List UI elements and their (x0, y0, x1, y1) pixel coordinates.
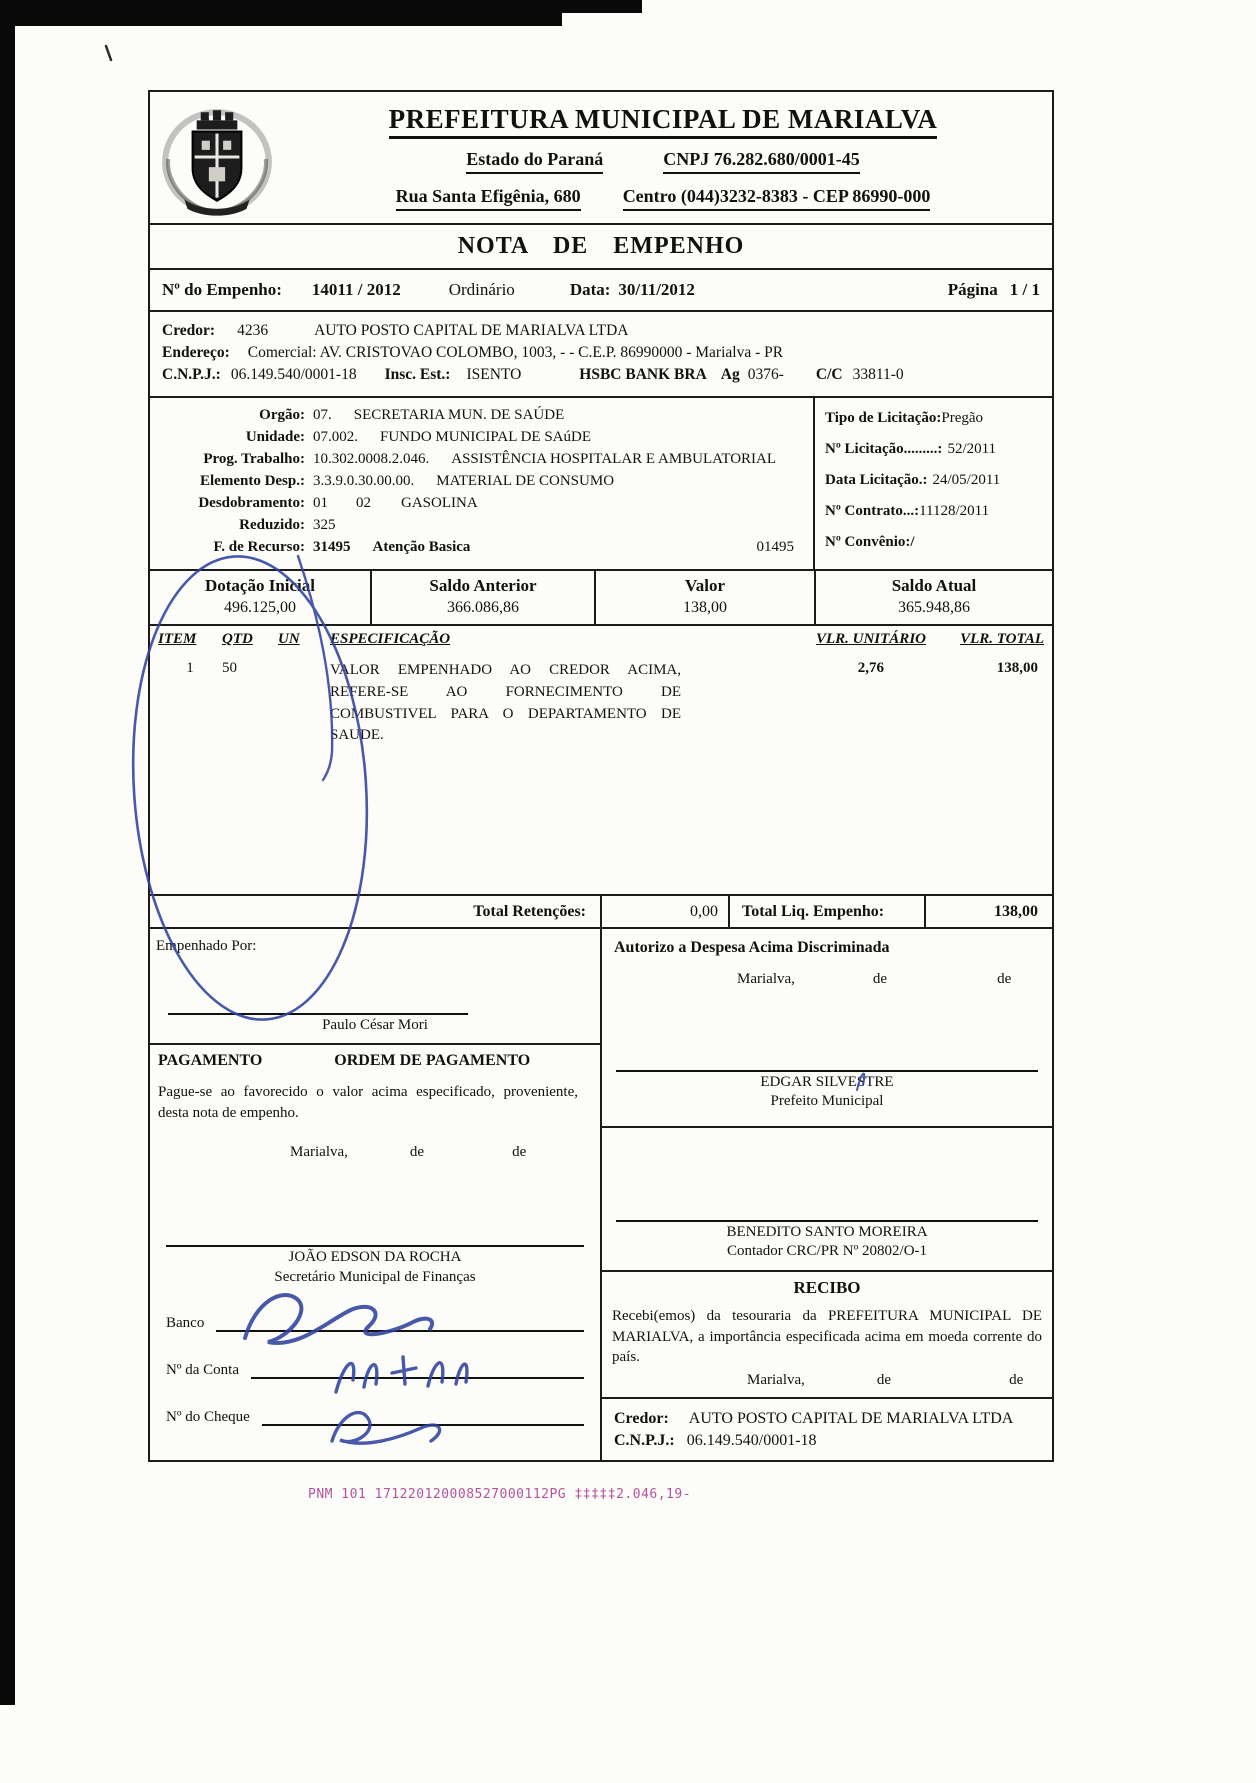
org-state: Estado do Paraná (466, 149, 603, 174)
retentions-label: Total Retenções: (473, 902, 586, 920)
amounts-table (150, 571, 1052, 626)
signatures-area (150, 929, 1052, 1460)
amount-value: 365.948,86 (898, 599, 970, 616)
program-label: Prog. Trabalho: (203, 451, 305, 467)
unit-name: FUNDO MUNICIPAL DE SAúDE (380, 429, 591, 445)
budget-details-section (150, 398, 1052, 571)
payment-order-section (150, 1043, 600, 1460)
accountant-signature-block (602, 1192, 1052, 1272)
finance-secretary-title: Secretário Municipal de Finanças (274, 1269, 476, 1285)
bidding-panel (813, 398, 1052, 569)
state-registration: ISENTO (466, 366, 522, 383)
resource-source-name: Atenção Basica (372, 539, 471, 555)
resource-source-label: F. de Recurso: (213, 539, 305, 555)
city-name: Marialva, (737, 971, 795, 987)
totals-row (150, 896, 1052, 929)
empenho-meta-row (150, 270, 1052, 312)
date-of-word: de (512, 1144, 527, 1160)
amount-header: Dotação Inicial (204, 576, 316, 595)
payment-column (150, 929, 600, 1460)
amount-header: Saldo Atual (891, 576, 977, 595)
item-total: 138,00 (996, 660, 1038, 676)
bank-fill-line (216, 1316, 584, 1332)
city-name: Marialva, (290, 1144, 348, 1160)
bank-label: Banco (166, 1315, 205, 1331)
items-header-spec: ESPECIFICAÇÃO (330, 631, 451, 647)
nota-de-empenho-document (148, 90, 1054, 1462)
signature-line (168, 1013, 468, 1015)
accountant-name: BENEDITO SANTO MOREIRA (726, 1224, 928, 1240)
empenho-number: 14011 / 2012 (311, 280, 401, 299)
scan-speck (106, 46, 111, 60)
page-label: Página (947, 280, 998, 299)
reduced-code: 325 (313, 517, 336, 533)
bidding-number: 52/2011 (947, 441, 997, 457)
receipt-section (602, 1272, 1052, 1397)
payment-order-text: Pague-se ao favorecido o valor acima especificado, proveniente, desta nota de empenho. (158, 1084, 578, 1121)
receipt-creditor-block (602, 1397, 1052, 1460)
authorization-title: Autorizo a Despesa Acima Discriminada (614, 939, 890, 956)
payment-title: PAGAMENTO (158, 1052, 263, 1069)
finance-secretary-name: JOÃO EDSON DA ROCHA (288, 1249, 462, 1265)
date-of-word: de (876, 1372, 892, 1389)
organ-code: 07. (313, 407, 332, 423)
program-code: 10.302.0008.2.046. (313, 451, 430, 467)
date-of-word: de (409, 1144, 425, 1160)
date-of-word: de (1009, 1372, 1024, 1389)
municipal-coat-of-arms-icon (156, 96, 284, 219)
item-unit (278, 660, 330, 747)
items-header-unit-price: VLR. UNITÁRIO (815, 631, 926, 647)
state-registration-label: Insc. Est.: (384, 366, 451, 383)
creditor-section (150, 312, 1052, 398)
net-total-value: 138,00 (924, 896, 1052, 927)
items-header-un: UN (278, 631, 300, 647)
signature-line (616, 1070, 1038, 1072)
items-header-total: VLR. TOTAL (960, 631, 1044, 647)
organ-name: SECRETARIA MUN. DE SAÚDE (353, 407, 565, 423)
receipt-creditor-label: Credor: (614, 1410, 669, 1428)
creditor-cnpj: 06.149.540/0001-18 (230, 366, 357, 383)
org-street: Rua Santa Efigênia, 680 (396, 186, 581, 211)
agreement-number: Nº Convênio:/ (825, 534, 915, 550)
amount-value: 138,00 (683, 599, 727, 616)
contract-number: 11128/2011 (919, 503, 990, 519)
dot-matrix-print-line: PNM 101 171220120008527000112PG ‡‡‡‡‡2.046,19- (308, 1487, 692, 1502)
receipt-cnpj: 06.149.540/0001-18 (686, 1432, 817, 1450)
receipt-text: Recebi(emos) da tesouraria da PREFEITURA MUNICIPAL DE MARIALVA, a importância especificada acima em moeda corrente do país. (612, 1308, 1042, 1366)
committed-by-label: Empenhado Por: (156, 938, 257, 954)
bidding-type: Pregão (941, 410, 984, 426)
amount-value: 366.086,86 (447, 599, 519, 616)
items-table (150, 626, 1052, 896)
city-name: Marialva, (747, 1372, 805, 1389)
org-cnpj: CNPJ 76.282.680/0001-45 (663, 149, 860, 174)
page-value: 1 / 1 (1009, 280, 1040, 299)
amount-value-col (594, 571, 814, 624)
header-text (284, 96, 1042, 219)
payment-order-title: ORDEM DE PAGAMENTO (334, 1052, 531, 1069)
breakdown-name: GASOLINA (401, 495, 478, 511)
resource-source-extra: 01495 (756, 539, 794, 555)
bank-line (166, 1315, 584, 1332)
agency-number: 0376- (747, 366, 784, 383)
signature-line (616, 1220, 1038, 1222)
scan-artifact-top-bar (0, 0, 562, 26)
org-name: PREFEITURA MUNICIPAL DE MARIALVA (389, 104, 938, 139)
committed-by-signature-block (150, 957, 600, 1043)
account-number-label: Nº da Conta (166, 1362, 239, 1378)
amount-initial-allocation (150, 571, 370, 624)
amount-value: 496.125,00 (224, 599, 296, 616)
amount-current-balance (814, 571, 1052, 624)
document-header (150, 92, 1052, 225)
unit-label: Unidade: (245, 429, 305, 445)
document-title: NOTA DE EMPENHO (150, 225, 1052, 270)
bidding-number-label: Nº Licitação.........: (825, 441, 943, 457)
empenho-number-label: Nº do Empenho: (162, 280, 282, 299)
items-header-item: ITEM (158, 631, 197, 647)
blank-space (602, 1128, 1052, 1192)
scan-artifact-top-bar-2 (562, 0, 642, 13)
creditor-name: AUTO POSTO CAPITAL DE MARIALVA LTDA (314, 322, 629, 339)
bidding-type-label: Tipo de Licitação: (825, 410, 942, 426)
net-total-label: Total Liq. Empenho: (728, 896, 924, 927)
receipt-creditor-name: AUTO POSTO CAPITAL DE MARIALVA LTDA (688, 1410, 1014, 1428)
cheque-line (166, 1409, 584, 1426)
items-header-row (158, 631, 1044, 648)
city-date-line (158, 1144, 592, 1161)
program-name: ASSISTÊNCIA HOSPITALAR E AMBULATORIAL (451, 451, 777, 467)
signature-line (166, 1245, 584, 1247)
scan-artifact-left-edge (0, 0, 15, 1705)
mayor-name: EDGAR SILVESTRE (760, 1074, 894, 1090)
item-specification: VALOR EMPENHADO AO CREDOR ACIMA, REFERE-SE AO FORNECIMENTO DE COMBUSTIVEL PARA O DEPARTAMENTO DE SAUDE. (330, 662, 681, 744)
expense-element-name: MATERIAL DE CONSUMO (436, 473, 615, 489)
item-quantity: 50 (222, 660, 237, 676)
item-row (158, 660, 1044, 747)
receipt-cnpj-label: C.N.P.J.: (614, 1432, 675, 1450)
item-number: 1 (186, 660, 194, 676)
creditor-address-label: Endereço: (162, 344, 230, 361)
account-line (166, 1362, 584, 1379)
contract-number-label: Nº Contrato...: (825, 503, 920, 519)
creditor-cnpj-label: C.N.P.J.: (162, 366, 221, 383)
city-date-line (612, 1372, 1042, 1389)
amount-header: Saldo Anterior (429, 576, 537, 595)
mayor-title: Prefeito Municipal (770, 1093, 884, 1109)
finance-secretary-signature-block (158, 1219, 592, 1291)
date-value: 30/11/2012 (618, 280, 695, 299)
empenho-type: Ordinário (448, 280, 515, 299)
breakdown-code-2: 02 (356, 495, 371, 511)
breakdown-label: Desdobramento: (198, 495, 305, 511)
accountant-title: Contador CRC/PR Nº 20802/O-1 (726, 1243, 928, 1259)
creditor-address: Comercial: AV. CRISTOVAO COLOMBO, 1003, - - C.E.P. 86990000 - Marialva - PR (247, 344, 784, 361)
item-unit-price: 2,76 (857, 660, 884, 676)
date-of-word: de (872, 971, 888, 987)
committed-by-name: Paulo César Mori (322, 1017, 428, 1033)
resource-source-code: 31495 (313, 539, 351, 555)
creditor-code: 4236 (237, 322, 269, 339)
retentions-value: 0,00 (600, 896, 728, 927)
breakdown-code: 01 (313, 495, 328, 511)
authorization-column (600, 929, 1052, 1460)
cheque-number-label: Nº do Cheque (166, 1409, 250, 1425)
date-label: Data: (569, 280, 611, 299)
receipt-title: RECIBO (793, 1278, 861, 1297)
mayor-signature-block (602, 1050, 1052, 1128)
amount-previous-balance (370, 571, 594, 624)
reduced-label: Reduzido: (239, 517, 305, 533)
org-district-phone: Centro (044)3232-8383 - CEP 86990-000 (623, 186, 931, 211)
creditor-label: Credor: (162, 322, 216, 339)
bank-name: HSBC BANK BRA (579, 366, 707, 383)
expense-element-label: Elemento Desp.: (200, 473, 305, 489)
date-of-word: de (997, 971, 1012, 987)
account-label: C/C (815, 366, 843, 383)
account-fill-line (251, 1363, 584, 1379)
cheque-fill-line (262, 1410, 584, 1426)
account-number: 33811-0 (852, 366, 904, 383)
amount-header: Valor (685, 576, 725, 595)
agency-label: Ag (720, 366, 740, 383)
city-date-line (602, 971, 1052, 988)
organ-label: Orgão: (259, 407, 305, 423)
items-header-qtd: QTD (222, 631, 253, 647)
expense-element-code: 3.3.9.0.30.00.00. (313, 473, 415, 489)
unit-code: 07.002. (313, 429, 358, 445)
bidding-date-label: Data Licitação.: (825, 472, 928, 488)
bidding-date: 24/05/2011 (932, 472, 1001, 488)
